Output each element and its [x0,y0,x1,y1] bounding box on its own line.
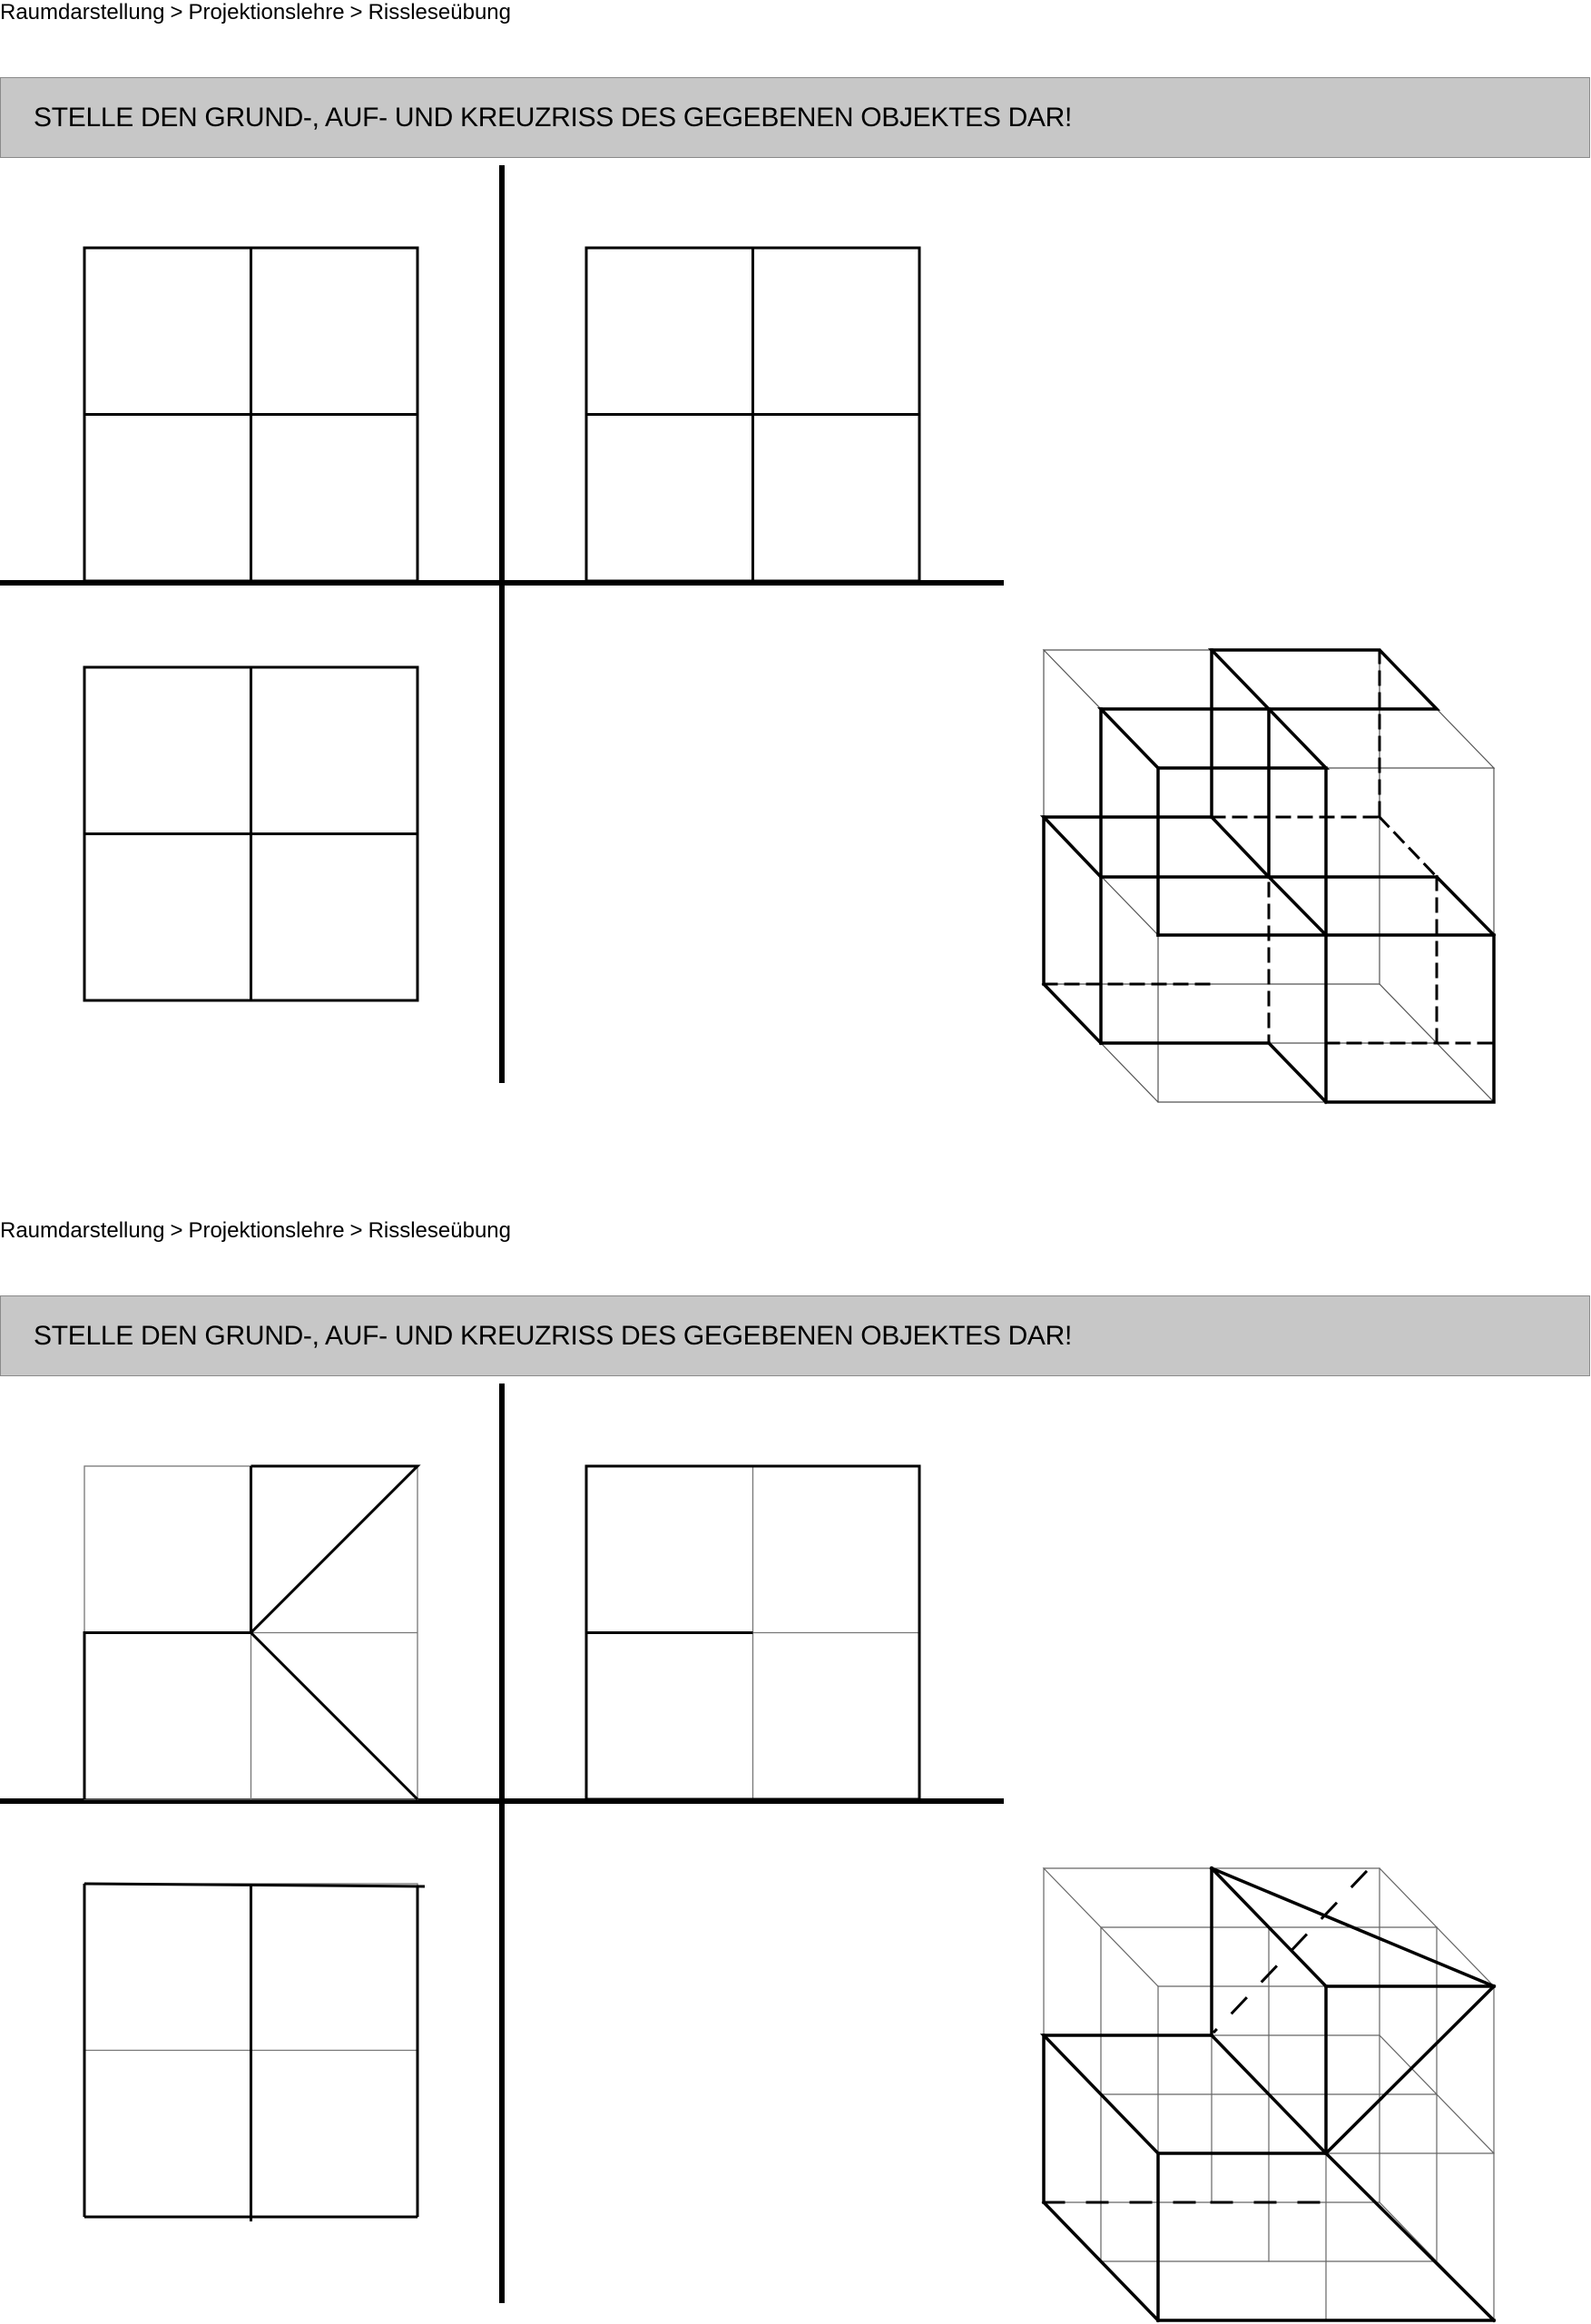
breadcrumb-item: Projektionslehre [188,1218,345,1243]
front-view-grid [84,248,417,581]
breadcrumb-item: Raumdarstellung [0,0,165,25]
top-view-grid [84,667,417,1000]
breadcrumb [0,1218,511,1244]
exercise-2-drawing [0,1371,1591,2324]
breadcrumb-item: Rissleseübung [368,0,511,25]
breadcrumb-item: Raumdarstellung [0,1218,165,1243]
task-banner [0,77,1590,158]
isometric-object [1044,650,1494,1102]
projection-axes [0,1384,1004,2303]
task-instruction: STELLE DEN GRUND-, AUF- UND KREUZRISS DES GEGEBENEN OBJEKTES DAR! [34,1321,1073,1351]
breadcrumb [0,0,511,25]
breadcrumb-separator: > [349,1218,363,1243]
exercise-1-drawing [0,154,1591,1098]
task-instruction: STELLE DEN GRUND-, AUF- UND KREUZRISS DES GEGEBENEN OBJEKTES DAR! [34,103,1073,133]
breadcrumb-separator: > [170,0,183,25]
isometric-object [1044,1868,1494,2320]
task-banner [0,1295,1590,1376]
side-view-grid [586,1466,919,1799]
side-view-grid [586,248,919,581]
breadcrumb-item: Projektionslehre [188,0,345,25]
front-view-grid [84,1466,417,1799]
breadcrumb-item: Rissleseübung [368,1218,511,1243]
breadcrumb-separator: > [349,0,363,25]
top-view-grid [84,1884,425,2221]
projection-axes [0,165,1004,1083]
breadcrumb-separator: > [170,1218,183,1243]
